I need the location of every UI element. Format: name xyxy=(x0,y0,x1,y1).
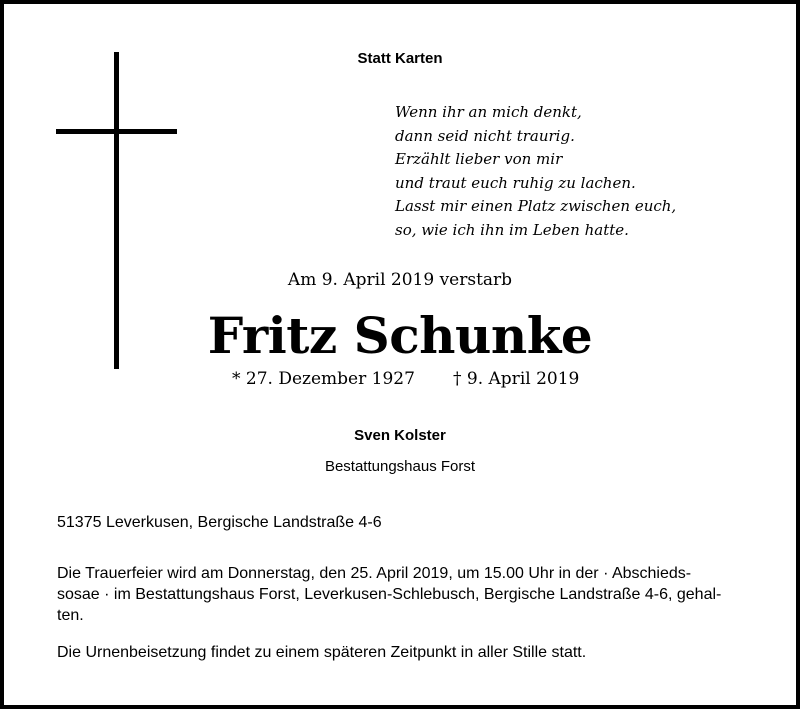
death-date: † 9. April 2019 xyxy=(453,369,580,389)
poem-line: Wenn ihr an mich denkt, xyxy=(395,103,582,121)
paragraph-line: sosae · im Bestattungshaus Forst, Leverkusen-Schlebusch, Bergische Landstraße 4-6, gehal- xyxy=(57,586,722,603)
paragraph-line: Die Trauerfeier wird am Donnerstag, den 25. April 2019, um 15.00 Uhr in der · Abschieds- xyxy=(57,565,692,582)
poem-line: dann seid nicht traurig. xyxy=(395,126,575,145)
statt-karten-heading: Statt Karten xyxy=(357,50,443,67)
deceased-name: Fritz Schunke xyxy=(207,306,593,365)
urn-burial-paragraph: Die Urnenbeisetzung findet zu einem späteren Zeitpunkt in aller Stille statt. xyxy=(57,644,587,661)
cross-icon-horizontal-bar xyxy=(56,129,177,134)
poem-line: Lasst mir einen Platz zwischen euch, xyxy=(395,197,677,215)
birth-date: * 27. Dezember 1927 xyxy=(232,369,415,389)
cross-icon-vertical-bar xyxy=(114,52,119,369)
address: 51375 Leverkusen, Bergische Landstraße 4-6 xyxy=(57,514,382,531)
poem-line: so, wie ich ihn im Leben hatte. xyxy=(395,220,629,239)
funeral-home-name: Bestattungshaus Forst xyxy=(324,458,476,475)
poem-line: und traut euch ruhig zu lachen. xyxy=(395,173,636,192)
signer-name: Sven Kolster xyxy=(354,427,446,444)
funeral-notice-paragraph xyxy=(57,563,757,626)
paragraph-line: ten. xyxy=(57,607,84,624)
death-intro: Am 9. April 2019 verstarb xyxy=(287,270,513,290)
poem xyxy=(395,101,676,242)
poem-line: Erzählt lieber von mir xyxy=(395,150,563,168)
